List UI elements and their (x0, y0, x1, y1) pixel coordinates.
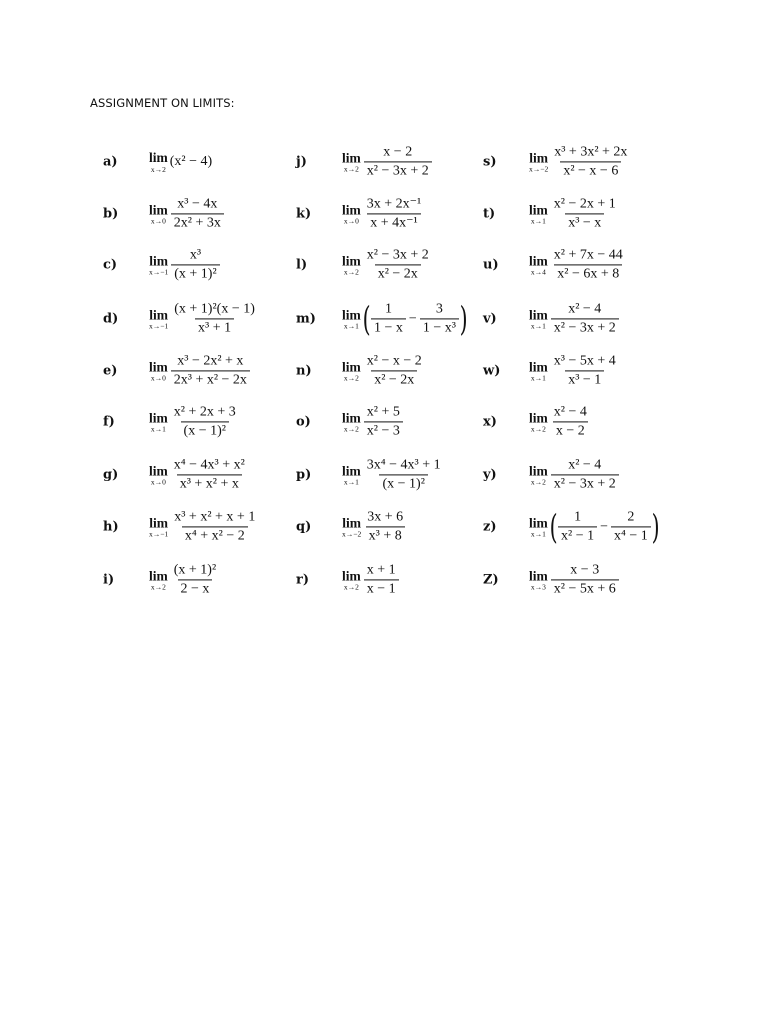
limit-expression (529, 507, 660, 547)
denominator: x⁴ − 1 (611, 527, 651, 545)
problem-label: h) (103, 519, 119, 535)
limit-operator (529, 254, 548, 276)
problem-label: q) (296, 519, 312, 535)
denominator: x + 4x⁻¹ (367, 214, 420, 232)
lim-symbol: lim (149, 359, 168, 374)
lim-symbol: lim (149, 410, 168, 425)
limit-expression (342, 247, 433, 282)
left-paren: ( (549, 507, 558, 547)
fraction (551, 404, 590, 439)
limit-expression (149, 457, 249, 492)
problem-label: y) (483, 467, 497, 483)
limit-approach: x→0 (150, 477, 166, 487)
limit-expression (342, 562, 400, 597)
limit-expression (342, 509, 407, 544)
numerator: x² + 2x + 3 (173, 404, 236, 420)
fraction (171, 247, 219, 282)
problem-label: t) (483, 206, 496, 222)
lim-symbol: lim (342, 150, 361, 165)
lim-symbol: lim (149, 202, 168, 217)
fraction (171, 509, 258, 544)
limit-approach: x→−2 (529, 164, 549, 174)
denominator: 1 − x (371, 319, 406, 337)
lim-symbol: lim (342, 463, 361, 478)
limit-expression (529, 247, 627, 282)
limit-expression (149, 151, 212, 173)
limit-operator (529, 411, 548, 433)
lim-symbol: lim (342, 307, 361, 322)
limit-approach: x→0 (150, 373, 166, 383)
limit-operator (149, 411, 168, 433)
fraction (420, 301, 459, 336)
limit-approach: x→4 (530, 267, 546, 277)
numerator: (x + 1)² (173, 562, 217, 578)
limit-expression (149, 301, 259, 336)
limit-approach: x→2 (150, 164, 166, 174)
lim-symbol: lim (342, 202, 361, 217)
problem-label: u) (483, 257, 499, 273)
fraction (364, 404, 403, 439)
numerator: 1 (574, 509, 582, 525)
numerator: x² − 4 (568, 457, 602, 473)
limit-approach: x→1 (530, 216, 546, 226)
limit-operator (342, 360, 361, 382)
denominator: x² − 5x + 6 (551, 580, 619, 598)
limit-approach: x→2 (343, 582, 359, 592)
denominator: x² − 2x (371, 371, 417, 389)
fraction (171, 457, 248, 492)
left-paren: ( (362, 299, 371, 339)
denominator: 1 − x³ (420, 319, 459, 337)
fraction (364, 144, 432, 179)
problem-label: Z) (483, 572, 499, 588)
numerator: x³ (189, 247, 202, 263)
fraction (171, 196, 224, 231)
fraction (364, 353, 425, 388)
problem-label: l) (296, 257, 308, 273)
lim-symbol: lim (529, 463, 548, 478)
numerator: x² − x − 2 (366, 353, 422, 369)
numerator: 2 (627, 509, 635, 525)
limit-approach: x→1 (530, 321, 546, 331)
limit-approach: x→1 (150, 424, 166, 434)
limit-operator (149, 516, 168, 538)
numerator: 3x⁴ − 4x³ + 1 (366, 457, 441, 473)
fraction (551, 301, 619, 336)
fraction (364, 196, 424, 231)
right-paren: ) (651, 507, 660, 547)
numerator: x³ − 4x (177, 196, 218, 212)
lim-symbol: lim (529, 150, 548, 165)
limit-operator (529, 464, 548, 486)
denominator: 2 − x (178, 580, 213, 598)
problem-label: b) (103, 206, 119, 222)
limit-expression (149, 404, 240, 439)
lim-symbol: lim (149, 253, 168, 268)
limit-expression (149, 353, 251, 388)
limit-expression (342, 353, 426, 388)
fraction (551, 247, 626, 282)
lim-symbol: lim (149, 515, 168, 530)
lim-symbol: lim (529, 253, 548, 268)
numerator: x³ + x² + x + 1 (174, 509, 256, 525)
numerator: x² + 5 (366, 404, 400, 420)
problem-label: d) (103, 311, 119, 327)
numerator: x² − 4 (568, 301, 602, 317)
limit-operator (342, 464, 361, 486)
limit-approach: x→0 (343, 216, 359, 226)
limit-expression (529, 144, 631, 179)
denominator: 2x³ + x² − 2x (171, 371, 250, 389)
limit-approach: x→2 (530, 424, 546, 434)
limit-approach: x→0 (150, 216, 166, 226)
lim-symbol: lim (149, 307, 168, 322)
fraction (551, 562, 619, 597)
problem-label: w) (483, 363, 501, 379)
denominator: x³ + 1 (195, 319, 234, 337)
fraction (371, 301, 406, 336)
lim-symbol: lim (342, 253, 361, 268)
lim-symbol: lim (529, 307, 548, 322)
lim-symbol: lim (342, 568, 361, 583)
limit-approach: x→−1 (149, 529, 169, 539)
problem-label: j) (296, 154, 307, 170)
fraction (611, 509, 651, 544)
problem-label: a) (103, 154, 118, 170)
lim-symbol: lim (342, 410, 361, 425)
lim-symbol: lim (149, 463, 168, 478)
limit-approach: x→−2 (342, 529, 362, 539)
limit-expression (149, 196, 225, 231)
limit-operator (529, 360, 548, 382)
numerator: x² + 7x − 44 (553, 247, 623, 263)
lim-symbol: lim (149, 568, 168, 583)
limit-expression (529, 562, 620, 597)
problem-label: k) (296, 206, 312, 222)
numerator: x − 2 (383, 144, 413, 160)
problem-label: r) (296, 572, 309, 588)
right-paren: ) (459, 299, 468, 339)
fraction (171, 562, 219, 597)
limit-approach: x→2 (343, 267, 359, 277)
denominator: (x + 1)² (171, 265, 219, 283)
fraction (551, 457, 619, 492)
problem-label: i) (103, 572, 115, 588)
limit-expression (342, 196, 425, 231)
limit-operator (529, 308, 548, 330)
lim-symbol: lim (342, 515, 361, 530)
fraction (171, 353, 250, 388)
limit-expression (529, 301, 620, 336)
limit-expression (149, 509, 259, 544)
limit-operator (149, 569, 168, 591)
limit-approach: x→2 (343, 373, 359, 383)
limit-expression (529, 404, 591, 439)
denominator: x² − 3x + 2 (551, 475, 619, 493)
numerator: x³ + 3x² + 2x (554, 144, 628, 160)
numerator: x² − 2x + 1 (553, 196, 616, 212)
limit-approach: x→2 (150, 582, 166, 592)
numerator: 3x + 2x⁻¹ (366, 196, 422, 212)
numerator: 1 (384, 301, 392, 317)
limit-operator (149, 360, 168, 382)
denominator: x³ − x (565, 214, 604, 232)
limit-approach: x→1 (343, 477, 359, 487)
fraction (364, 457, 444, 492)
limit-operator (149, 464, 168, 486)
lim-symbol: lim (529, 410, 548, 425)
problem-label: g) (103, 467, 119, 483)
numerator: x³ − 2x² + x (177, 353, 244, 369)
limit-operator (342, 516, 361, 538)
denominator: x − 1 (364, 580, 399, 598)
fraction (171, 301, 258, 336)
minus-sign: − (408, 311, 417, 326)
numerator: 3x + 6 (367, 509, 404, 525)
lim-symbol: lim (529, 202, 548, 217)
problem-label: s) (483, 154, 497, 170)
problem-label: v) (483, 311, 497, 327)
problem-label: f) (103, 414, 115, 430)
denominator: 2x² + 3x (171, 214, 224, 232)
limit-approach: x→2 (343, 164, 359, 174)
limit-expression (342, 404, 404, 439)
limit-expression (342, 299, 468, 339)
denominator: x³ + x² + x (177, 475, 242, 493)
problem-label: e) (103, 363, 118, 379)
limit-operator (529, 151, 548, 173)
denominator: x² − 3 (364, 422, 403, 440)
limit-operator (529, 516, 548, 538)
numerator: x² − 3x + 2 (366, 247, 429, 263)
denominator: x² − 1 (558, 527, 597, 545)
limit-operator (342, 203, 361, 225)
limit-operator (342, 254, 361, 276)
denominator: (x − 1)² (181, 422, 229, 440)
numerator: x³ − 5x + 4 (553, 353, 616, 369)
limit-operator (342, 308, 361, 330)
denominator: x − 2 (553, 422, 588, 440)
numerator: x⁴ − 4x³ + x² (173, 457, 245, 473)
limit-approach: x→2 (343, 424, 359, 434)
lim-symbol: lim (342, 359, 361, 374)
problem-label: n) (296, 363, 312, 379)
page-title: ASSIGNMENT ON LIMITS: (90, 96, 235, 110)
numerator: (x + 1)²(x − 1) (174, 301, 255, 317)
lim-symbol: lim (529, 515, 548, 530)
problem-label: m) (296, 311, 316, 327)
limit-approach: x→1 (530, 373, 546, 383)
lim-symbol: lim (149, 150, 168, 165)
limit-operator (149, 151, 168, 173)
limit-approach: x→−1 (149, 321, 169, 331)
denominator: x³ − 1 (565, 371, 604, 389)
fraction (551, 353, 619, 388)
limit-approach: x→3 (530, 582, 546, 592)
denominator: x² − 3x + 2 (364, 162, 432, 180)
limit-approach: x→2 (530, 477, 546, 487)
denominator: x² − 6x + 8 (554, 265, 622, 283)
limit-operator (342, 411, 361, 433)
problem-label: c) (103, 257, 118, 273)
problem-label: z) (483, 519, 497, 535)
fraction (364, 509, 406, 544)
limit-approach: x→−1 (149, 267, 169, 277)
fraction (171, 404, 239, 439)
denominator: x³ + 8 (366, 527, 405, 545)
denominator: x² − 2x (375, 265, 421, 283)
limit-operator (342, 151, 361, 173)
numerator: x² − 4 (553, 404, 587, 420)
limit-operator (149, 308, 168, 330)
numerator: x + 1 (366, 562, 396, 578)
limit-operator (529, 569, 548, 591)
limit-expression (149, 562, 220, 597)
fraction (551, 196, 619, 231)
limit-operator (149, 254, 168, 276)
expression: (x² − 4) (169, 154, 213, 169)
limit-operator (149, 203, 168, 225)
denominator: x² − x − 6 (560, 162, 621, 180)
limit-operator (342, 569, 361, 591)
problem-label: p) (296, 467, 312, 483)
limit-operator (529, 203, 548, 225)
numerator: x − 3 (570, 562, 600, 578)
lim-symbol: lim (529, 359, 548, 374)
fraction (364, 247, 432, 282)
denominator: (x − 1)² (379, 475, 427, 493)
limit-expression (342, 144, 433, 179)
limit-expression (149, 247, 221, 282)
minus-sign: − (600, 519, 609, 534)
lim-symbol: lim (529, 568, 548, 583)
limit-approach: x→1 (343, 321, 359, 331)
fraction (364, 562, 399, 597)
denominator: x² − 3x + 2 (551, 319, 619, 337)
numerator: 3 (435, 301, 443, 317)
limit-expression (342, 457, 445, 492)
denominator: x⁴ + x² − 2 (182, 527, 248, 545)
limit-expression (529, 196, 620, 231)
fraction (551, 144, 630, 179)
fraction (558, 509, 597, 544)
limit-approach: x→1 (530, 529, 546, 539)
problem-label: x) (483, 414, 497, 430)
problem-label: o) (296, 414, 311, 430)
limit-expression (529, 457, 620, 492)
limit-expression (529, 353, 620, 388)
